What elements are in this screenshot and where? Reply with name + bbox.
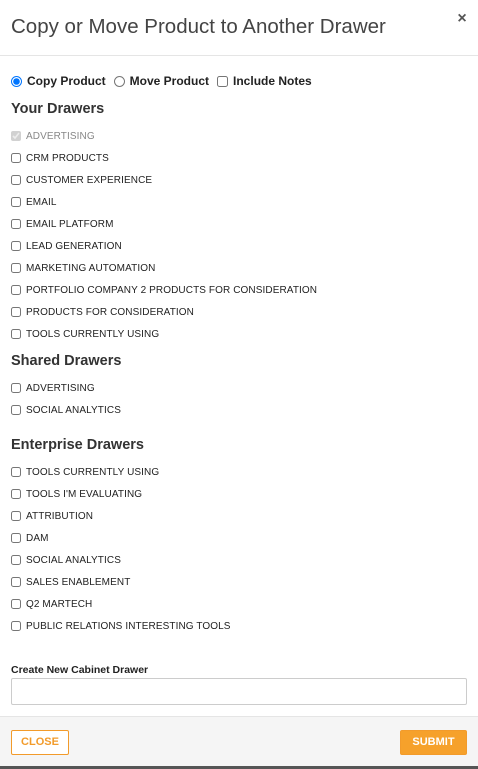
drawer-checkbox[interactable] [11,577,21,587]
your-drawer-portfolio-company-2[interactable] [11,283,317,297]
drawer-checkbox[interactable] [11,621,21,631]
enterprise-drawer-tools-evaluating[interactable] [11,487,142,501]
shared-drawers-title: Shared Drawers [11,353,122,369]
enterprise-drawer-tools-currently-using[interactable] [11,465,159,479]
close-button[interactable]: CLOSE [11,730,69,755]
enterprise-drawer-dam[interactable] [11,531,49,545]
drawer-checkbox[interactable] [11,383,21,393]
drawer-label: TOOLS CURRENTLY USING [26,328,160,340]
drawer-label: EMAIL [26,196,57,208]
drawer-label: EMAIL PLATFORM [26,218,114,230]
shared-drawer-advertising[interactable] [11,381,95,395]
drawer-checkbox[interactable] [11,307,21,317]
copy-product-option[interactable] [10,74,106,88]
your-drawer-marketing-automation[interactable] [11,261,155,275]
your-drawer-email[interactable] [11,195,57,209]
mode-options [10,73,319,89]
drawer-checkbox[interactable] [11,489,21,499]
new-drawer-input[interactable] [11,678,467,705]
drawer-checkbox[interactable] [11,197,21,207]
drawer-label: LEAD GENERATION [26,240,122,252]
drawer-checkbox[interactable] [11,599,21,609]
modal-header [0,0,478,56]
your-drawers-title: Your Drawers [11,101,105,117]
drawer-checkbox[interactable] [11,555,21,565]
enterprise-drawers-title: Enterprise Drawers [11,437,144,453]
close-icon[interactable]: × [457,10,467,27]
drawer-checkbox[interactable] [11,511,21,521]
enterprise-drawer-q2-martech[interactable] [11,597,92,611]
drawer-label: ADVERTISING [26,130,95,142]
drawer-label: ADVERTISING [26,382,95,394]
drawer-label: Q2 MARTECH [26,598,93,610]
drawer-label: PORTFOLIO COMPANY 2 PRODUCTS FOR CONSIDERATION [26,284,318,296]
drawer-checkbox[interactable] [11,285,21,295]
include-notes-checkbox[interactable] [217,76,228,87]
drawer-checkbox [11,131,21,141]
enterprise-drawer-public-relations[interactable] [11,619,231,633]
drawer-label: SOCIAL ANALYTICS [26,554,121,566]
drawer-checkbox[interactable] [11,153,21,163]
move-product-label: Move Product [129,74,210,88]
drawer-label: SOCIAL ANALYTICS [26,404,121,416]
new-drawer-label: Create New Cabinet Drawer [11,664,149,676]
enterprise-drawer-social-analytics[interactable] [11,553,121,567]
drawer-checkbox[interactable] [11,405,21,415]
drawer-label: CUSTOMER EXPERIENCE [26,174,153,186]
drawer-checkbox[interactable] [11,241,21,251]
submit-button[interactable]: SUBMIT [400,730,467,755]
drawer-label: CRM PRODUCTS [26,152,109,164]
copy-product-radio[interactable] [11,76,22,87]
drawer-checkbox[interactable] [11,533,21,543]
enterprise-drawer-sales-enablement[interactable] [11,575,130,589]
copy-product-label: Copy Product [27,74,106,88]
drawer-label: TOOLS I'M EVALUATING [26,488,143,500]
drawer-label: SALES ENABLEMENT [26,576,131,588]
modal-title: Copy or Move Product to Another Drawer [11,15,386,38]
drawer-label: PUBLIC RELATIONS INTERESTING TOOLS [26,620,231,632]
drawer-checkbox[interactable] [11,263,21,273]
your-drawer-email-platform[interactable] [11,217,114,231]
drawer-label: MARKETING AUTOMATION [26,262,156,274]
your-drawer-lead-generation[interactable] [11,239,122,253]
shared-drawer-social-analytics[interactable] [11,403,121,417]
enterprise-drawer-attribution[interactable] [11,509,93,523]
include-notes-option[interactable] [216,74,312,88]
drawer-checkbox[interactable] [11,175,21,185]
drawer-checkbox[interactable] [11,219,21,229]
drawer-label: TOOLS CURRENTLY USING [26,466,160,478]
drawer-label: PRODUCTS FOR CONSIDERATION [26,306,194,318]
your-drawer-customer-experience[interactable] [11,173,152,187]
move-product-radio[interactable] [114,76,125,87]
your-drawer-crm-products[interactable] [11,151,109,165]
your-drawer-products-for-consideration[interactable] [11,305,194,319]
drawer-checkbox[interactable] [11,467,21,477]
drawer-label: DAM [26,532,49,544]
drawer-checkbox[interactable] [11,329,21,339]
drawer-label: ATTRIBUTION [26,510,94,522]
include-notes-label: Include Notes [233,74,312,88]
your-drawer-advertising [11,129,95,143]
your-drawer-tools-currently-using[interactable] [11,327,159,341]
move-product-option[interactable] [113,74,209,88]
